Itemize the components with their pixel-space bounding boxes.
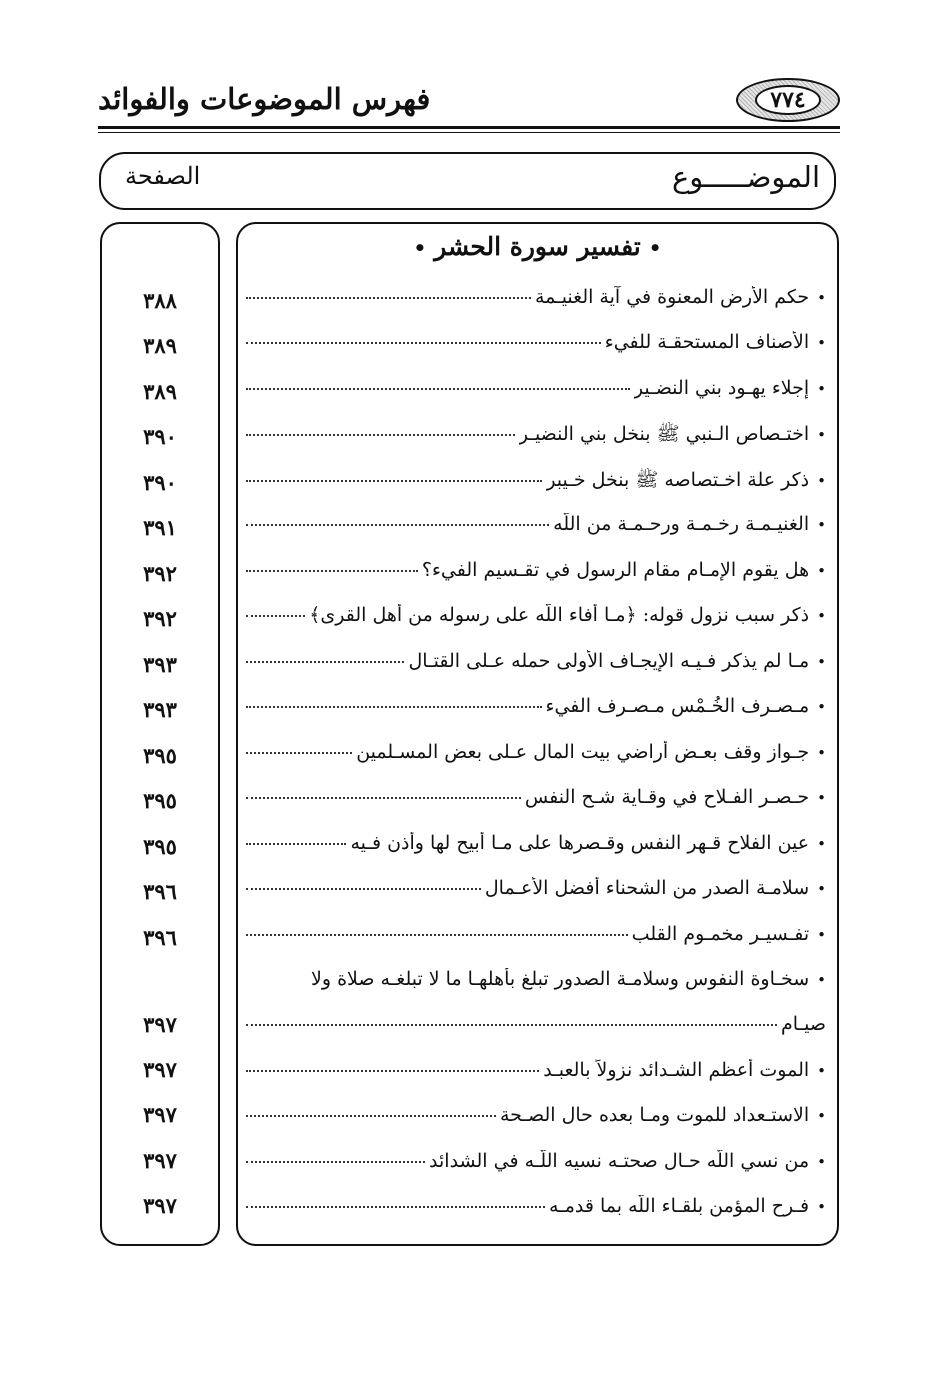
bullet-icon: • [817, 334, 826, 352]
page-number-badge [736, 78, 840, 122]
bullet-icon: • [817, 1198, 826, 1216]
dot-leader [246, 479, 542, 482]
column-header-box [99, 152, 836, 210]
page-number-cell: ٣٩٥ [143, 788, 177, 813]
bullet-icon: • [817, 971, 826, 989]
toc-entry-continuation [246, 1013, 826, 1053]
toc-entry [246, 786, 826, 826]
entry-text: الموت أعظم الشـدائد نزولاً بالعبـد [543, 1059, 810, 1081]
toc-entry [246, 1059, 826, 1099]
page-number-cell: ٣٨٨ [143, 288, 177, 313]
page-number-cell: ٣٩٦ [143, 879, 177, 904]
dot-leader [246, 705, 542, 708]
entry-continuation-text: صيـام [781, 1013, 826, 1035]
bullet-icon: • [817, 653, 826, 671]
section-title [236, 232, 839, 261]
page-number-cell: ٣٨٩ [143, 333, 177, 358]
toc-entry [246, 604, 826, 644]
dot-leader [246, 523, 549, 526]
running-title: فهرس الموضوعات والفوائد [98, 82, 431, 116]
bullet-icon: • [817, 607, 826, 625]
entry-text: سخـاوة النفوس وسلامـة الصدور تبلغ بأهلهـا ما لا تبلغـه صلاة ولا [311, 968, 810, 990]
page-number-cell: ٣٩٠ [143, 424, 177, 449]
toc-entry [246, 1195, 826, 1235]
page-number-cell: ٣٩٣ [143, 697, 177, 722]
entry-text: مـا لم يذكر فـيـه الإيجـاف الأولى حمله عـلى القتـال [408, 650, 810, 672]
bullet-icon: • [817, 380, 826, 398]
page-number-cell: ٣٩٦ [143, 925, 177, 950]
dot-leader [246, 842, 346, 845]
toc-entry [246, 650, 826, 690]
bullet-icon: • [817, 1062, 826, 1080]
dot-leader [246, 569, 418, 572]
bullet-icon: • [817, 698, 826, 716]
dot-leader [246, 660, 404, 663]
dot-leader [246, 296, 531, 299]
bullet-icon: • [817, 789, 826, 807]
toc-entry [246, 923, 826, 963]
toc-entry [246, 513, 826, 553]
toc-entry [246, 741, 826, 781]
topic-column-label: الموضـــــوع [671, 160, 820, 194]
entry-text: من نسي اللّه حـال صحتـه نسيه اللّـه في الشدائد [429, 1150, 810, 1172]
bullet-icon: • [817, 426, 826, 444]
toc-entry [246, 1150, 826, 1190]
entry-text: حـصـر الفـلاح في وقـاية شـح النفس [524, 786, 810, 808]
running-header [98, 76, 840, 128]
bullet-icon: • [817, 1153, 826, 1171]
dot-leader [246, 933, 628, 936]
dot-leader [246, 387, 630, 390]
entry-text: إجلاء يهـود بني النضـير [633, 377, 810, 399]
dot-leader [246, 1023, 777, 1026]
toc-entry [246, 832, 826, 872]
dot-leader [246, 1114, 496, 1117]
entry-text: ذكر علة اخـتصاصه ﷺ بنخل خـيبر [546, 469, 810, 491]
entry-text: عين الفلاح قـهر النفس وقـصرها على مـا أبيح لها وأذن فـيه [350, 832, 810, 854]
dot-leader [246, 341, 601, 344]
entry-text: هل يقوم الإمـام مقام الرسول في تقـسيم الفيء؟ [421, 559, 810, 581]
bullet-icon: • [817, 472, 826, 490]
page-number-cell: ٣٩٧ [143, 1193, 177, 1218]
page-number-cell: ٣٩٥ [143, 743, 177, 768]
bullet-icon: • [817, 1107, 826, 1125]
page-number-cell: ٣٩٧ [143, 1057, 177, 1082]
section-bullet-right: • [648, 236, 662, 260]
dot-leader [246, 433, 515, 436]
page-number: ٧٧٤ [755, 85, 821, 115]
toc-entry [246, 559, 826, 599]
dot-leader [246, 614, 305, 617]
bullet-icon: • [817, 880, 826, 898]
toc-entry [246, 286, 826, 326]
entry-text: تفـسيـر مخمـوم القلب [631, 923, 810, 945]
bullet-icon: • [817, 562, 826, 580]
toc-entry [246, 422, 826, 462]
toc-entry [246, 331, 826, 371]
section-bullet-left: • [413, 236, 427, 260]
dot-leader [246, 751, 352, 754]
bullet-icon: • [817, 516, 826, 534]
page-number-cell: ٣٩١ [143, 515, 177, 540]
dot-leader [246, 796, 521, 799]
dot-leader [246, 1069, 539, 1072]
entry-text: الغنيـمـة رخـمـة ورحـمـة من اللّه [553, 513, 810, 535]
header-rule [98, 126, 840, 129]
page-number-cell: ٣٩٧ [143, 1012, 177, 1037]
entry-text: الأصناف المستحقـة للفيء [604, 331, 810, 353]
page-number-cell: ٣٩٧ [143, 1102, 177, 1127]
entry-text: مـصـرف الخُـمْس مـصـرف الفيء [545, 695, 810, 717]
bullet-icon: • [817, 744, 826, 762]
entry-text: الاستـعداد للموت ومـا بعده حال الصـحة [499, 1104, 810, 1126]
entry-text: سلامـة الصدر من الشحناء أفضل الأعـمال [484, 877, 810, 899]
entry-text: فـرح المؤمن بلقـاء اللّه بما قدمـه [548, 1195, 810, 1217]
page-column-label: الصفحة [125, 162, 201, 190]
section-title-text: تفسير سورة الحشر [434, 232, 641, 261]
page-number-cell: ٣٩٥ [143, 834, 177, 859]
pages-box [100, 222, 220, 1246]
entry-text: جـواز وقف بعـض أراضي بيت المال عـلى بعض المسـلمين [356, 741, 810, 763]
toc-entry [246, 468, 826, 508]
toc-entry [246, 695, 826, 735]
bullet-icon: • [817, 289, 826, 307]
dot-leader [246, 1160, 425, 1163]
header-rule-thin [98, 132, 840, 133]
page-number-cell: ٣٨٩ [143, 379, 177, 404]
toc-entry [246, 1104, 826, 1144]
bullet-icon: • [817, 835, 826, 853]
toc-entry [246, 877, 826, 917]
entry-text: ذكر سبب نزول قوله: ﴿مـا أفاء اللّه على رسوله من أهل القرى﴾ [309, 604, 810, 626]
toc-entry [246, 968, 826, 1008]
dot-leader [246, 1205, 545, 1208]
page-number-cell: ٣٩٢ [143, 606, 177, 631]
page-number-cell: ٣٩٧ [143, 1148, 177, 1173]
page-number-cell: ٣٩٣ [143, 652, 177, 677]
entry-text: حكم الأرض المعنوة في آية الغنيـمة [534, 286, 810, 308]
toc-entry [246, 377, 826, 417]
page-number-cell: ٣٩٠ [143, 470, 177, 495]
page-number-cell: ٣٩٢ [143, 561, 177, 586]
bullet-icon: • [817, 926, 826, 944]
entry-text: اختـصاص الـنبي ﷺ بنخل بني النضيـر [518, 423, 810, 445]
dot-leader [246, 887, 481, 890]
